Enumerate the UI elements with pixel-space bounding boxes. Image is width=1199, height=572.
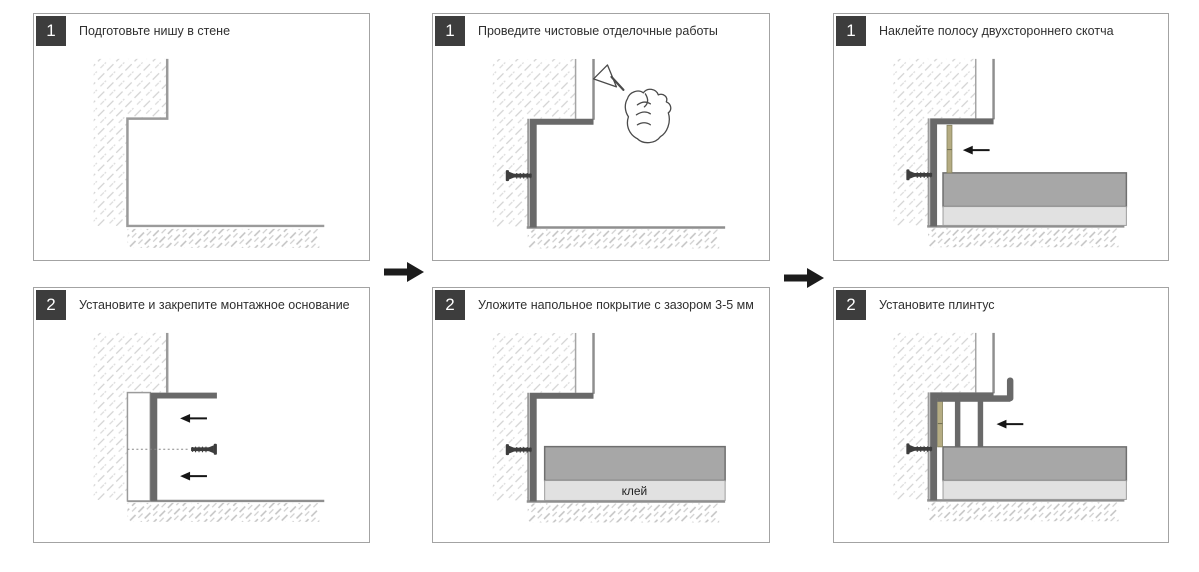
left-arrow-icon — [180, 472, 207, 481]
floor-covering-layer — [943, 447, 1126, 481]
left-arrow-icon — [997, 420, 1024, 429]
step-title: Проведите чистовые отделочные работы — [478, 24, 718, 38]
step-title: Установите и закрепите монтажное основание — [79, 298, 350, 312]
screw-icon — [191, 444, 217, 455]
glue-layer — [943, 207, 1126, 226]
floor-hatch — [127, 229, 319, 248]
double-sided-tape-strip — [938, 399, 943, 447]
flow-right-arrow-icon — [384, 262, 424, 282]
step-number-badge: 2 — [36, 290, 66, 320]
panel-finishing-works — [432, 13, 770, 261]
panel-plinth-installed — [833, 287, 1169, 543]
left-arrow-icon — [180, 414, 207, 423]
step-number-badge: 1 — [435, 16, 465, 46]
mounting-profile — [530, 119, 594, 228]
niche-in-wall-drawing — [34, 48, 369, 260]
panel-floor-covering — [432, 287, 770, 543]
floor-hatch — [127, 503, 319, 522]
step-title: Уложите напольное покрытие с зазором 3-5 мм — [478, 298, 754, 312]
floor-covering-layer — [943, 173, 1126, 207]
mounting-base-block — [127, 393, 150, 501]
step-number-badge: 1 — [836, 16, 866, 46]
glue-label: клей — [621, 483, 648, 498]
step-title: Подготовьте нишу в стене — [79, 24, 231, 38]
step-title: Установите плинтус — [879, 298, 995, 312]
floor-covering-layer — [545, 447, 725, 481]
step-number-badge: 2 — [836, 290, 866, 320]
step-number-badge: 2 — [435, 290, 465, 320]
mounting-profile — [150, 393, 217, 501]
panel-double-sided-tape — [833, 13, 1169, 261]
flow-right-arrow-icon — [784, 268, 824, 288]
hand-with-putty-knife-icon — [594, 65, 671, 143]
panel-prepare-niche — [33, 13, 370, 261]
step-number-badge: 1 — [36, 16, 66, 46]
panel-mounting-base — [33, 287, 370, 543]
wall-hatch — [94, 59, 168, 226]
mounting-base-drawing — [34, 322, 369, 534]
glue-layer — [943, 481, 1126, 500]
floor-covering-drawing — [433, 322, 769, 534]
left-arrow-icon — [963, 146, 990, 155]
niche-and-wall — [493, 59, 725, 248]
plinth-drawing — [834, 322, 1168, 534]
step-title: Наклейте полосу двухстороннего скотча — [879, 24, 1114, 38]
tape-strip-drawing — [834, 48, 1168, 260]
finishing-works-drawing — [433, 48, 769, 260]
